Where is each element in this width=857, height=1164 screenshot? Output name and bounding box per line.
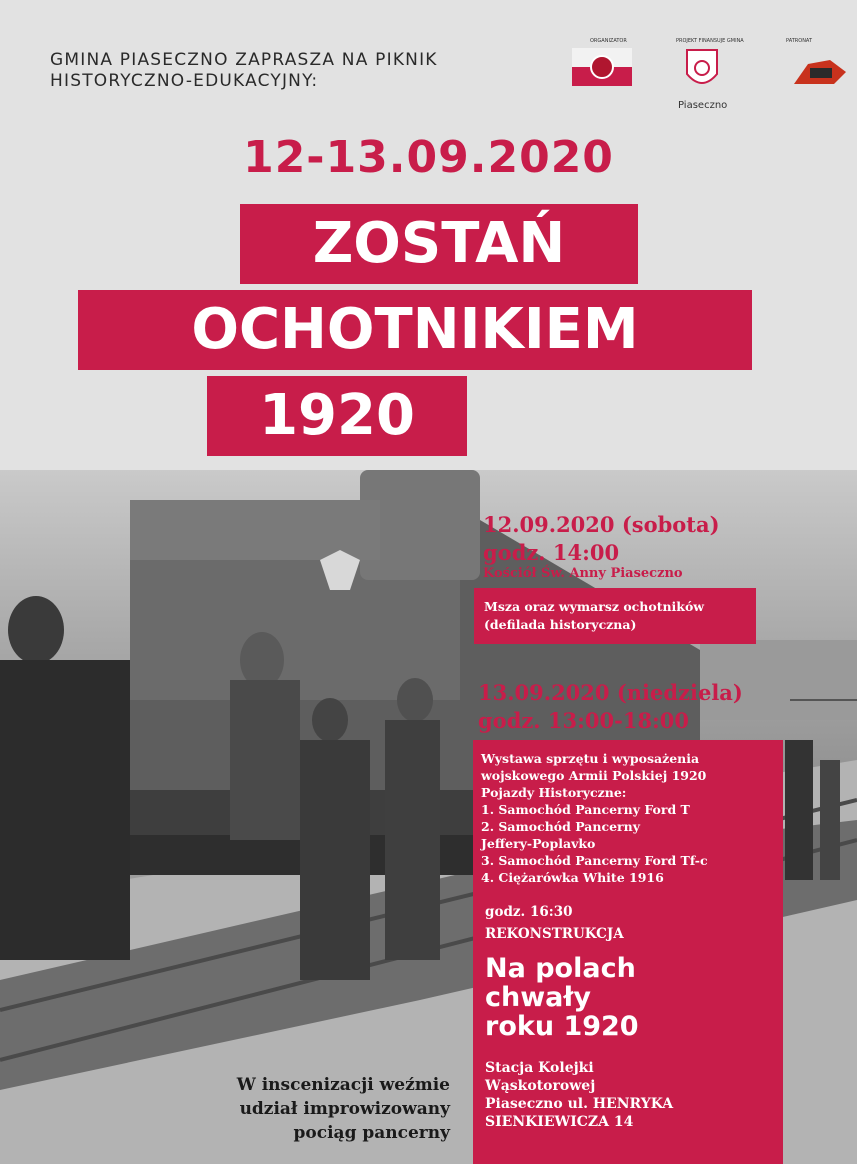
reconstruction-title-line: chwały — [485, 982, 592, 1013]
event2-line: Jeffery-Poplavko — [481, 836, 596, 851]
event2-line: Pojazdy Historyczne: — [481, 785, 627, 800]
event2-line: Wystawa sprzętu i wyposażenia — [481, 751, 700, 766]
armored-train-caption — [150, 1073, 450, 1145]
event-date-range: 12-13.09.2020 — [243, 132, 614, 183]
event1-desc-line-1: Msza oraz wymarsz ochotników — [484, 599, 705, 614]
caption-line-1: W inscenizacji weźmie — [236, 1075, 450, 1095]
patron-caption: PATRONAT — [786, 38, 813, 44]
event2-line: 4. Ciężarówka White 1916 — [481, 870, 664, 885]
event1-place: Kościół Św. Anny Piaseczno — [483, 566, 683, 581]
event2-line: 1. Samochód Pancerny Ford T — [481, 802, 690, 817]
header-invitation — [50, 50, 570, 92]
reconstruction-time: godz. 16:30 — [485, 904, 573, 920]
address-line: Stacja Kolejki — [485, 1060, 594, 1076]
piaseczno-label: Piaseczno — [678, 100, 728, 111]
organizer-flag-logo — [572, 48, 632, 86]
address-line: SIENKIEWICZA 14 — [485, 1114, 634, 1130]
title-line-1: ZOSTAŃ — [240, 204, 638, 284]
reconstruction-title-line: roku 1920 — [485, 1011, 639, 1042]
event1-desc-line-2: (defilada historyczna) — [484, 617, 637, 632]
event1-date: 12.09.2020 (sobota) — [483, 512, 720, 537]
caption-line-2: udział improwizowany — [239, 1099, 450, 1119]
header-line-2: HISTORYCZNO-EDUKACYJNY: — [50, 71, 319, 91]
address-line: Piaseczno ul. HENRYKA — [485, 1096, 674, 1112]
caption-line-3: pociąg pancerny — [293, 1123, 450, 1143]
event2-line: 3. Samochód Pancerny Ford Tf-c — [481, 853, 708, 868]
event-address — [481, 1059, 783, 1131]
funding-caption: PROJEKT FINANSUJE GMINA — [676, 38, 744, 44]
event2-description-box — [473, 740, 783, 1164]
patron-train-logo — [794, 56, 846, 86]
piaseczno-crest-logo — [685, 48, 719, 92]
reconstruction-title-line: Na polach — [485, 953, 636, 984]
event2-line: 2. Samochód Pancerny — [481, 819, 640, 834]
event1-description-box — [474, 588, 756, 644]
address-line: Wąskotorowej — [485, 1078, 596, 1094]
event1-time: godz. 14:00 — [483, 540, 620, 565]
reconstruction-title — [481, 954, 783, 1041]
title-line-3: 1920 — [207, 376, 467, 456]
sponsor-logos — [560, 38, 850, 118]
header-line-1: GMINA PIASECZNO ZAPRASZA NA PIKNIK — [50, 50, 438, 70]
title-line-2: OCHOTNIKIEM — [78, 290, 752, 370]
organizer-caption: ORGANIZATOR — [590, 38, 627, 44]
event2-time: godz. 13:00-18:00 — [478, 708, 690, 733]
event2-date: 13.09.2020 (niedziela) — [478, 680, 743, 705]
event2-line: wojskowego Armii Polskiej 1920 — [481, 768, 707, 783]
reconstruction-label: REKONSTRUKCJA — [485, 926, 624, 942]
